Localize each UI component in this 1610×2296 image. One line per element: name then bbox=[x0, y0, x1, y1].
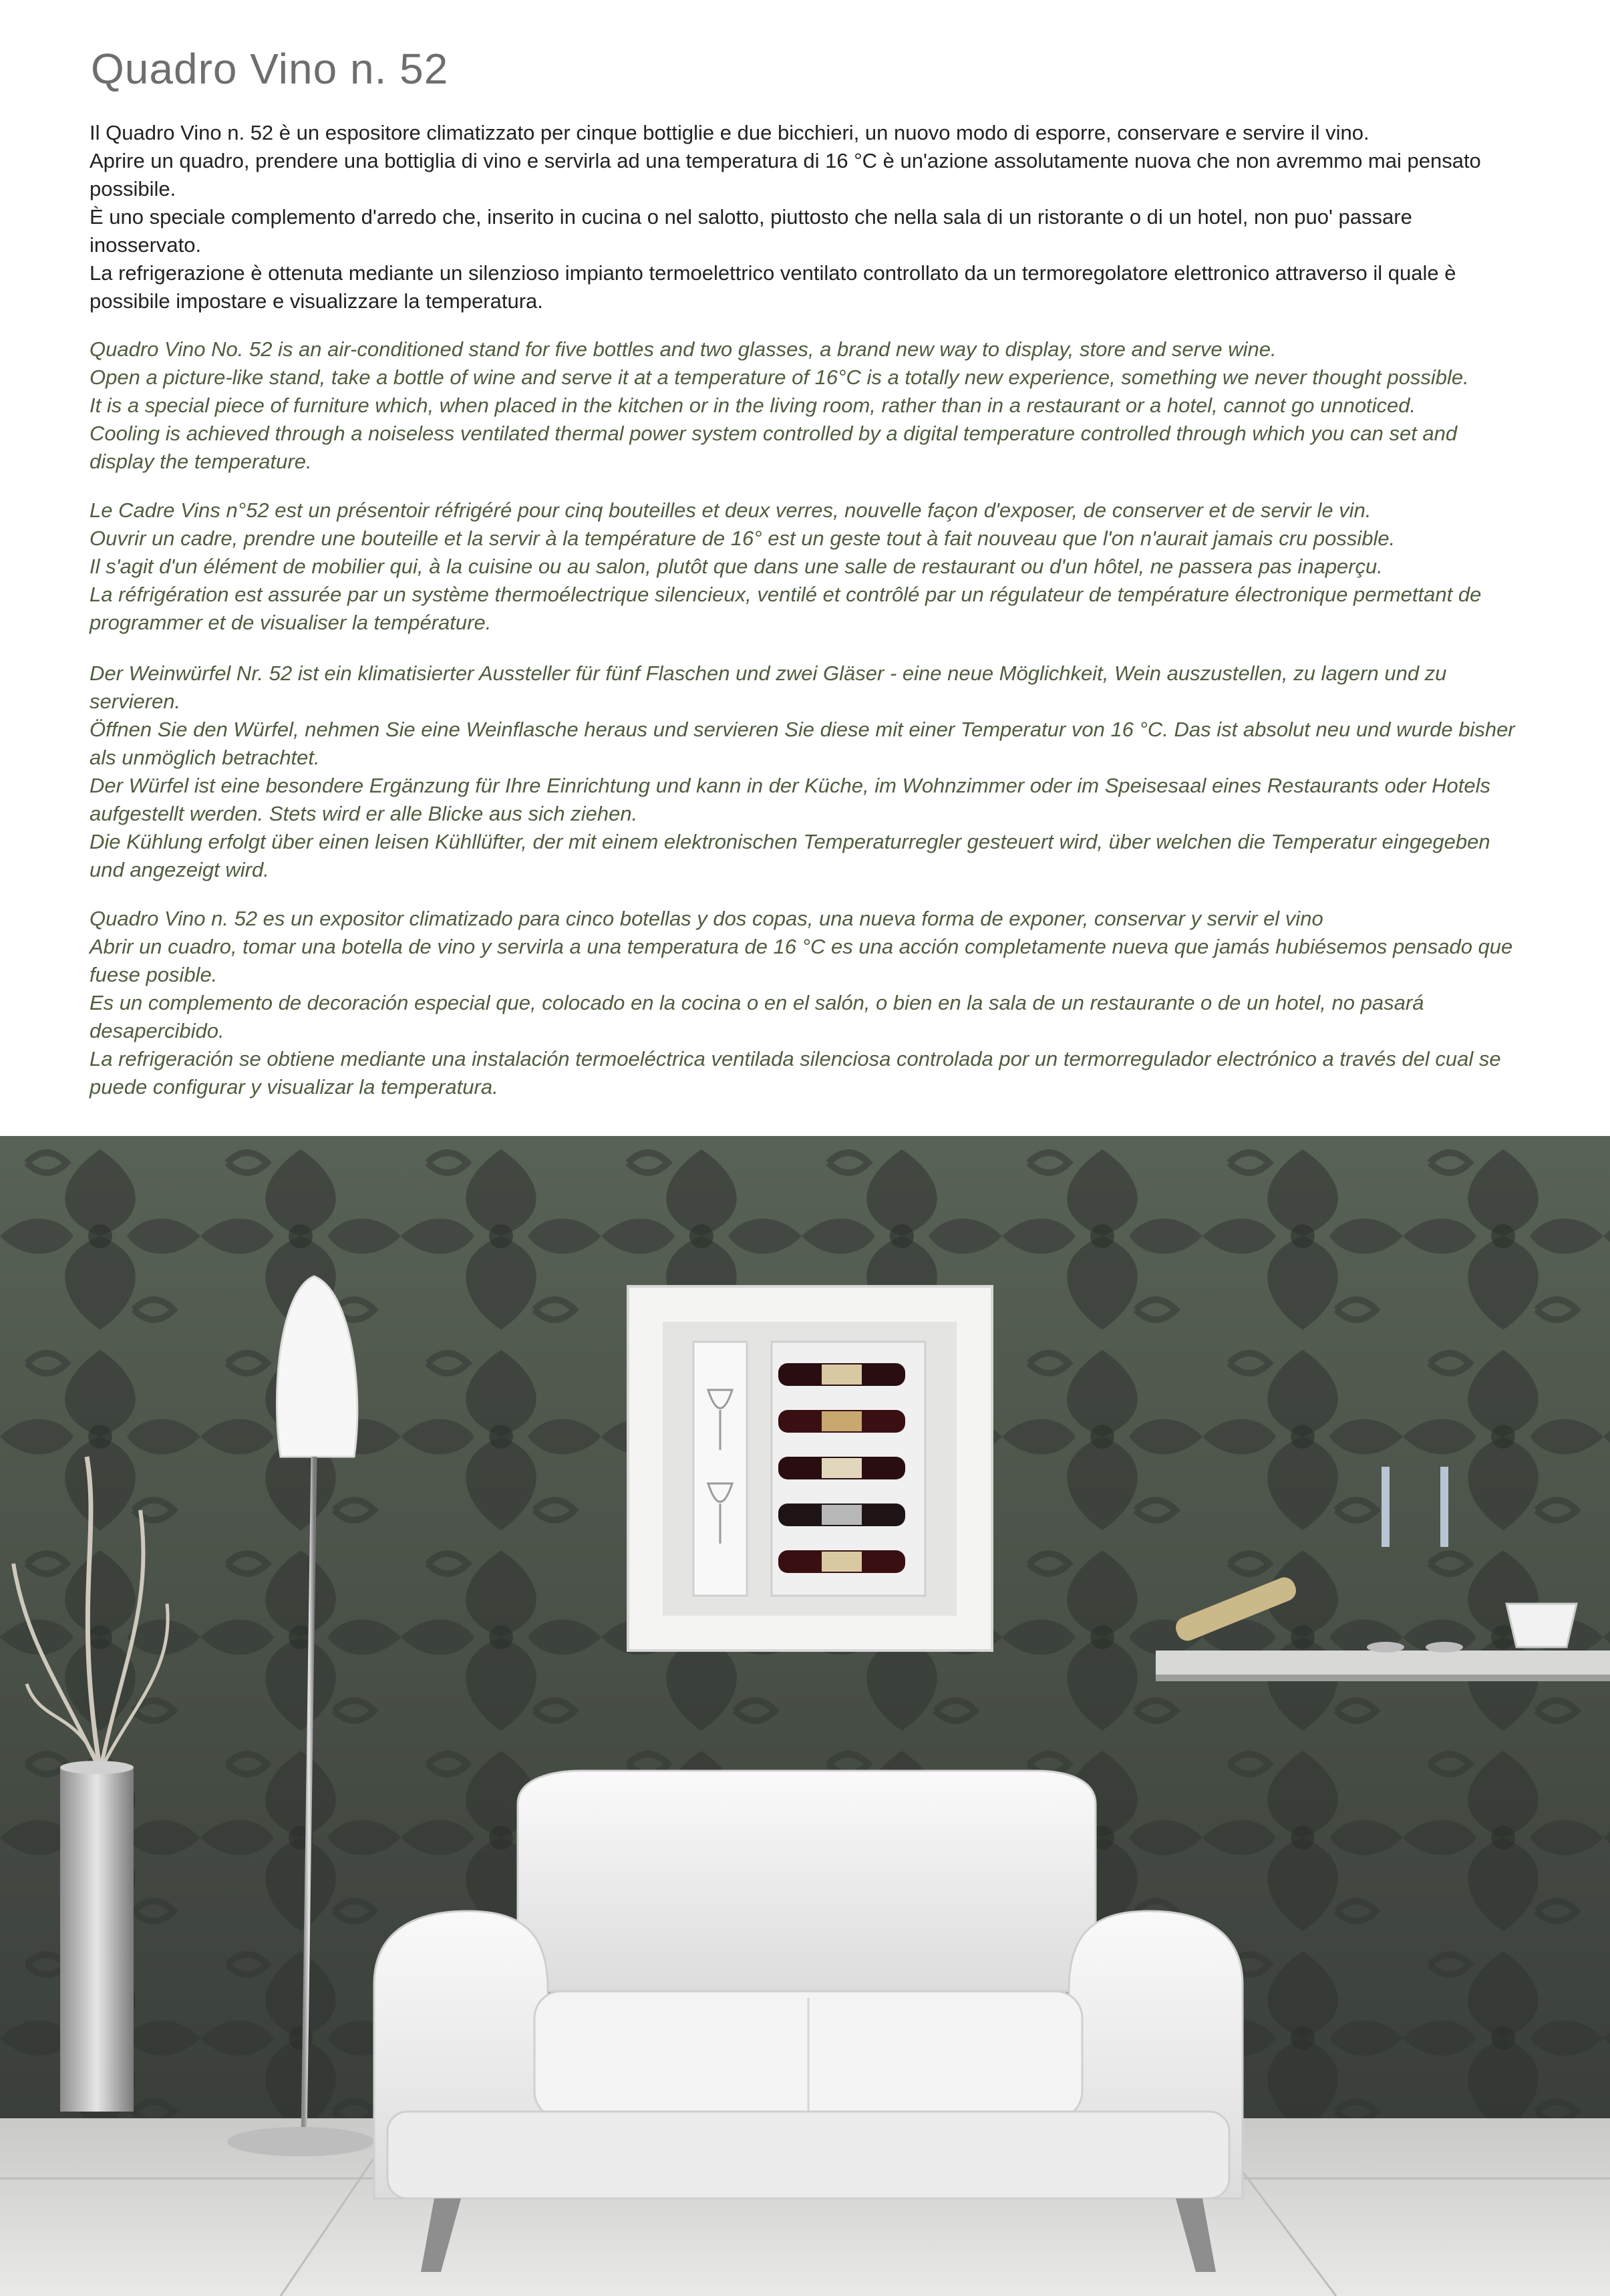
wine-frame-icon bbox=[628, 1286, 992, 1651]
product-photo bbox=[0, 1136, 1610, 2296]
paragraph: La refrigerazione è ottenuta mediante un silenzioso impianto termoelettrico ventilato controllato da un termoregolatore elettronico attraverso il quale è possibile impostare e visualizzare la temperatura. bbox=[90, 261, 1456, 313]
spanish-description bbox=[90, 905, 1526, 1101]
text-area bbox=[0, 0, 1610, 1136]
paragraph: Open a picture-like stand, take a bottle of wine and serve it at a temperature of 16°C is a totally new experience, something we never thought possible. bbox=[90, 366, 1469, 389]
paragraph: Il Quadro Vino n. 52 è un espositore climatizzato per cinque bottiglie e due bicchieri, un nuovo modo di esporre, conservare e servire il vino. bbox=[90, 121, 1370, 144]
english-description bbox=[90, 335, 1526, 476]
paragraph: It is a special piece of furniture which, when placed in the kitchen or in the living room, rather than in a restaurant or a hotel, cannot go unnoticed. bbox=[90, 394, 1416, 417]
paragraph: Es un complemento de decoración especial que, colocado en la cocina o en el salón, o bien en la sala de un restaurante o de un hotel, no pasará desapercibido. bbox=[90, 991, 1424, 1042]
page-title: Quadro Vino n. 52 bbox=[91, 45, 449, 93]
paragraph: Ouvrir un cadre, prendre une bouteille et la servir à la température de 16° est un geste tout à fait nouveau que l'on n'aurait jamais cru possible. bbox=[90, 527, 1396, 550]
paragraph: Die Kühlung erfolgt über einen leisen Kühllüfter, der mit einem elektronischen Temperaturregler gesteuert wird, über welchen die Temperatur eingegeben und angezeigt wird. bbox=[90, 830, 1490, 881]
paragraph: Quadro Vino n. 52 es un expositor climatizado para cinco botellas y dos copas, una nueva forma de exponer, conservar y servir el vino bbox=[90, 907, 1323, 930]
paragraph: La refrigeración se obtiene mediante una instalación termoeléctrica ventilada silenciosa controlada por un termorregulador electrónico a través del cual se puede configurar y visualizar la temperatura. bbox=[90, 1047, 1501, 1099]
paragraph: Der Weinwürfel Nr. 52 ist ein klimatisierter Aussteller für fünf Flaschen und zwei Gläser - eine neue Möglichkeit, Wein auszustellen, zu lagern und zu servieren. bbox=[90, 662, 1447, 713]
paragraph: Il s'agit d'un élément de mobilier qui, à la cuisine ou au salon, plutôt que dans une salle de restaurant ou d'un hôtel, ne passera pas inaperçu. bbox=[90, 555, 1383, 578]
german-description bbox=[90, 660, 1526, 884]
paragraph: Der Würfel ist eine besondere Ergänzung für Ihre Einrichtung und kann in der Küche, im Wohnzimmer oder im Speisesaal eines Restaurants oder Hotels aufgestellt werden. Stets wird er alle Blicke aus sich ziehen. bbox=[90, 774, 1490, 825]
french-description bbox=[90, 496, 1526, 637]
italian-description bbox=[90, 119, 1526, 315]
paragraph: Quadro Vino No. 52 is an air-conditioned stand for five bottles and two glasses, a brand new way to display, store and serve wine. bbox=[90, 337, 1277, 361]
paragraph: Aprire un quadro, prendere una bottiglia di vino e servirla ad una temperatura di 16 °C è un'azione assolutamente nuova che non avremmo mai pensato possibile. bbox=[90, 149, 1481, 200]
paragraph: Cooling is achieved through a noiseless ventilated thermal power system controlled by a digital temperature controlled through which you can set and display the temperature. bbox=[90, 422, 1458, 473]
paragraph: Öffnen Sie den Würfel, nehmen Sie eine Weinflasche heraus und servieren Sie diese mit einer Temperatur von 16 °C. Das ist absolut neu und wurde bisher als unmöglich betrachtet. bbox=[90, 718, 1515, 769]
paragraph: Le Cadre Vins n°52 est un présentoir réfrigéré pour cinq bouteilles et deux verres, nouvelle façon d'exposer, de conserver et de servir le vin. bbox=[90, 498, 1372, 522]
paragraph: Abrir un cuadro, tomar una botella de vino y servirla a una temperatura de 16 °C es una acción completamente nueva que jamás hubiésemos pensado que fuese posible. bbox=[90, 935, 1513, 986]
paragraph: È uno speciale complemento d'arredo che, inserito in cucina o nel salotto, piuttosto che nella sala di un ristorante o di un hotel, non puo' passare inosservato. bbox=[90, 205, 1412, 257]
paragraph: La réfrigération est assurée par un système thermoélectrique silencieux, ventilé et contrôlé par un régulateur de température électronique permettant de programmer et de visualiser la température. bbox=[90, 583, 1482, 634]
